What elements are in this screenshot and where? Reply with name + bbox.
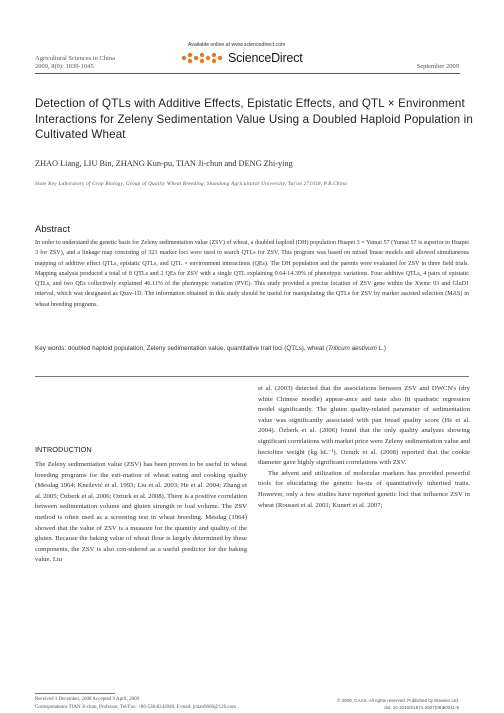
journal-ref: 2009, 8(9): 1039-1045	[35, 63, 94, 70]
intro-right-column	[258, 384, 470, 511]
correspondence: Correspondence TIAN Ji-chun, Professor, Tel/Fax: +86-538-8242040, E-mail: jctian9666@126.com	[35, 705, 236, 710]
journal-name: Agricultural Sciences in China	[35, 55, 115, 62]
logo-text: ScienceDirect	[228, 51, 303, 65]
abstract-body: In order to understand the genetic basis for Zeleny sedimentation value (ZSV) of wheat, a doubled haploid (DH) population Huapei 3 × Yumai 57 (Yumai 57 is superior to Huapei 3 for ZSV), and a linkage map consisting of 323 marker loci were used to search QTLs for ZSV. This program was based on mixed linear models and allowed simultaneous mapping of additive effect QTLs, epistatic QTLs, and QTL × environment interactions (QEs). The DH population and the parents were evaluated for ZSV in three field trials. Mapping analysis produced a total of 8 QTLs and 2 QEs for ZSV with a single QTL explaining 0.64-14.39% of phenotypic variations. Four additive QTLs, 4 pairs of epistatic QTLs, and two QEs collectively explained 46.11% of the phenotypic variation (PVE). This study provided a precise location of ZSV gene within the Xwmc 93 and GluD1 interval, which was designated as Qzsv-1D. The information obtained in this study should be useful for manipulating the QTLs for ZSV by marker assisted selection (MAS) in wheat breeding programs.	[35, 240, 469, 308]
keywords-label: Key words:	[35, 345, 67, 352]
doi-line: doi: 10.1016/S1671-2927(08)60311-9	[384, 705, 459, 710]
copyright	[337, 697, 459, 711]
journal-info	[35, 55, 115, 71]
sciencedirect-logo	[178, 50, 328, 68]
affiliation: State Key Laboratory of Crop Biology, Group of Quality Wheat Breeding, Shandong Agricultural University, Tai'an 271018, P.R.China	[35, 181, 347, 187]
author-list: ZHAO Liang, LIU Bin, ZHANG Kun-pu, TIAN Ji-chun and DENG Zhi-ying	[35, 159, 293, 168]
available-online-text: Available online at www.sciencedirect.com	[188, 42, 286, 48]
keywords	[35, 343, 469, 354]
received-dates: Received 3 December, 2008 Accepted 9 April, 2009	[35, 697, 140, 702]
keywords-text: doubled haploid population, Zeleny sedimentation value, quantitative trait loci (QTLs), wheat (	[67, 345, 328, 352]
intro-heading: INTRODUCTION	[35, 445, 92, 454]
copyright-line: © 2009, CAAS. All rights reserved. Published by Elsevier Ltd.	[337, 698, 459, 703]
intro-right-paragraph-1: et al. (2003) detected that the associations between ZSV and DWCN's (dry white Chinese noodle) appear-ance and taste also fit quadratic regression model significantly. The gluten quality-related parameter of sedimentation value was significantly associated with pan bread quality score (He et al. 2004). Özberk et al. (2006) found that the only quality analyses showing significant correlations with market price were Zeleny sedimentation value and hectolitre weight (kg hL⁻¹). Ozturk et al. (2008) reported that the cookie diameter gave highly significant correlations with ZSV.	[258, 385, 470, 467]
keywords-tail: L.)	[376, 345, 386, 352]
header-rule	[35, 73, 460, 74]
section-rule	[35, 376, 469, 377]
abstract-heading: Abstract	[35, 224, 70, 235]
keywords-species: Triticum aestivum	[327, 345, 377, 352]
intro-left-column: The Zeleny sedimentation value (ZSV) has been proven to be useful in wheat breeding programs for the esti-mation of wheat eating and cooking quality (Mesdag 1964; Knežević et al. 1993; Liu et al. 2003; He et al. 2004; Zhang et al. 2005; Özberk et al. 2006; Ozturk et al. 2008). There is a positive correlation between sedimentation volume and gluten strength or loaf volume. The ZSV method is often used as a screening test in wheat breeding. Mesdag (1964) showed that the value of ZSV is a measure for the quantity and quality of the gluten. Because the baking value of wheat flour is largely determined by these components, the ZSV is also con-sidered as a useful predictor for the baking value. Liu	[35, 461, 247, 564]
issue-date: September 2009	[416, 63, 459, 70]
footnote	[35, 696, 236, 712]
intro-right-paragraph-2: The advent and utilization of molecular markers has provided powerful tools for elucidating the genetic ba-sis of quantitatively inherited traits. However, only a few studies have reported genetic loci that influence ZSV in wheat (Rousset et al. 2001; Kunert et al. 2007;	[258, 469, 470, 509]
paper-title: Detection of QTLs with Additive Effects, Epistatic Effects, and QTL × Environment Interactions for Zeleny Sedimentation Value Using a Doubled Haploid Population in Cultivated Wheat	[35, 97, 473, 141]
footnote-rule	[35, 693, 115, 694]
sciencedirect-logo-icon	[178, 50, 226, 66]
